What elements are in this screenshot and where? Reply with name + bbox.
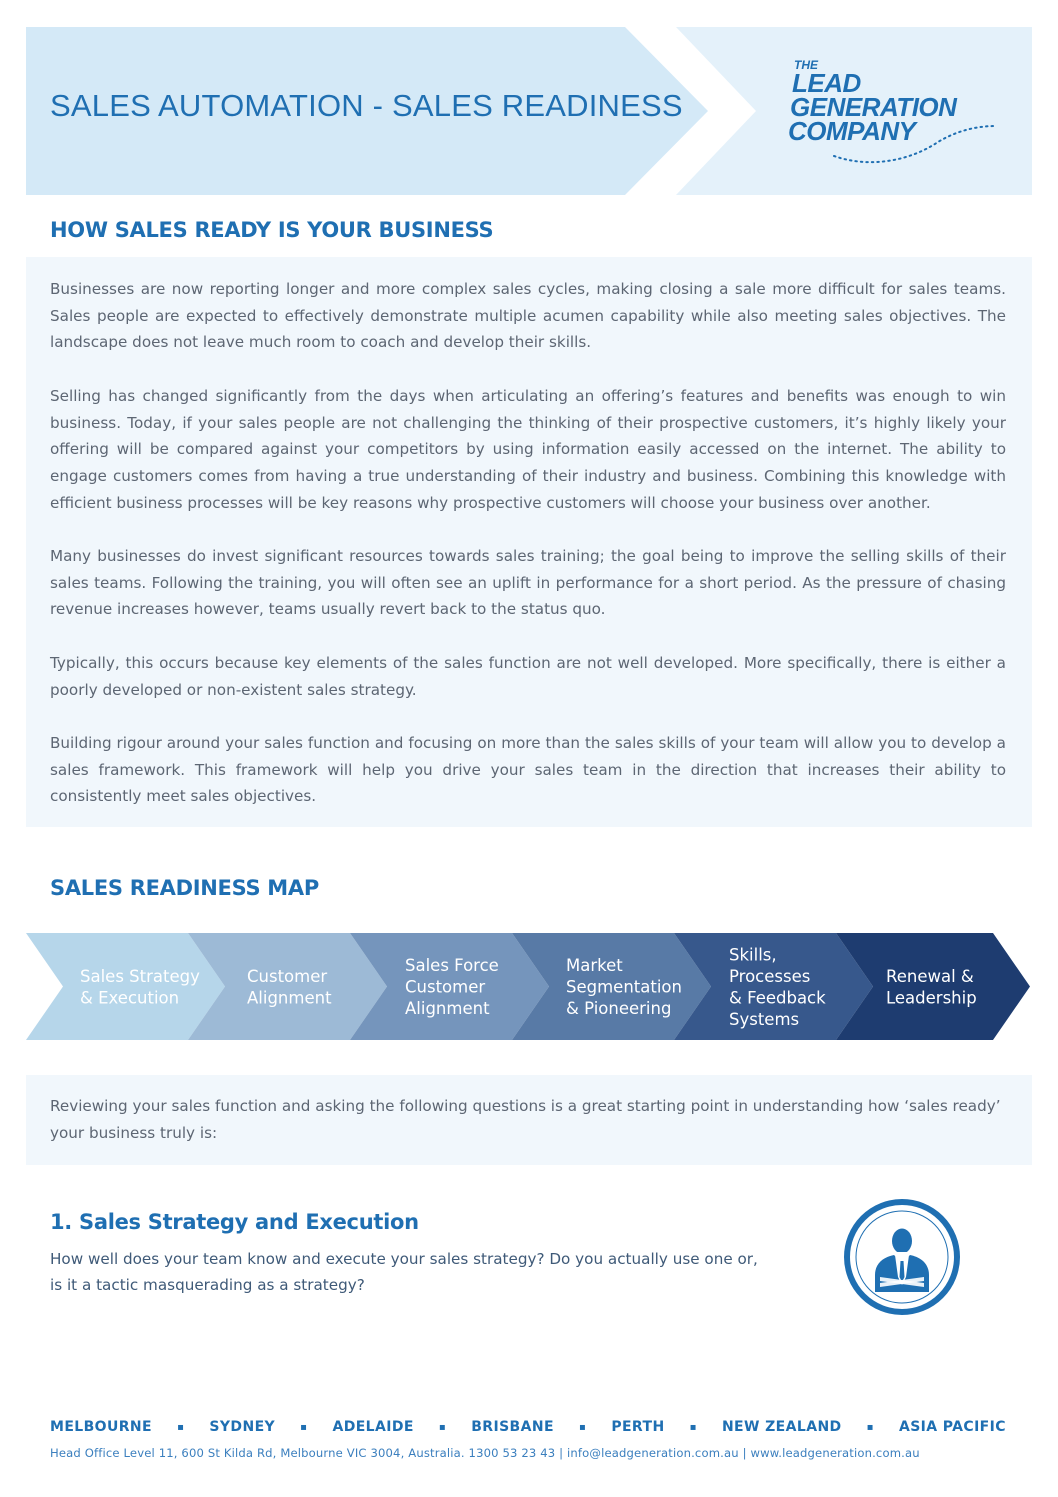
- logo-dotted-swoosh-icon: [828, 120, 998, 168]
- intro-paragraph: Businesses are now reporting longer and more complex sales cycles, making closing a sale more difficult for sales teams. Sales people are expected to effectively demonstrate multiple acumen capability while also meeting sales objectives. The landscape does not leave much room to coach and develop their skills.: [50, 280, 1006, 352]
- logo-the: THE: [794, 58, 818, 72]
- footer-city: ASIA PACIFIC: [898, 1419, 1006, 1435]
- footer-city: SYDNEY: [209, 1419, 276, 1435]
- footer-city: NEW ZEALAND: [721, 1419, 842, 1435]
- businessman-icon: [842, 1197, 962, 1317]
- logo-line-generation: GENERATION: [790, 92, 957, 122]
- map-step-label-line: & Feedback: [729, 988, 826, 1008]
- map-step-label-line: Skills,: [729, 945, 777, 965]
- sales-readiness-map: [0, 920, 1058, 1050]
- footer-city: PERTH: [611, 1419, 665, 1435]
- intro-paragraph: Building rigour around your sales function and focusing on more than the sales skills of your team will allow you to develop a sales framework. This framework will help you drive your sales team in the direction that increases their ability to consistently meet sales objectives.: [50, 733, 1006, 806]
- map-step-label-line: Alignment: [247, 988, 332, 1008]
- footer-separator: ▪: [689, 1421, 697, 1433]
- map-step-label-line: Leadership: [886, 988, 977, 1008]
- footer-city: ADELAIDE: [332, 1419, 414, 1435]
- map-step-label-line: Sales Force: [405, 956, 499, 975]
- footer-separator: ▪: [438, 1421, 447, 1433]
- footer-city: MELBOURNE: [50, 1419, 153, 1435]
- footer-separator: ▪: [579, 1421, 587, 1433]
- map-step-chevron: [26, 933, 225, 1040]
- footer-address: Head Office Level 11, 600 St Kilda Rd, Melbourne VIC 3004, Australia. 1300 53 23 43 | info@leadgeneration.com.au | www.leadgeneration.com.au: [50, 1446, 920, 1460]
- map-step-label-line: Sales Strategy: [80, 966, 200, 986]
- review-text: Reviewing your sales function and asking the following questions is a great starting point in understanding how ‘sales ready’ your business truly is:: [50, 1097, 1001, 1142]
- logo-line-lead: LEAD: [792, 68, 861, 98]
- footer-separator: ▪: [866, 1421, 874, 1433]
- page-title: SALES AUTOMATION - SALES READINESS: [50, 88, 683, 123]
- map-step-label-line: Customer: [247, 966, 328, 986]
- question-1-title: 1. Sales Strategy and Execution: [50, 1210, 419, 1234]
- intro-paragraph: Selling has changed significantly from the days when articulating an offering’s features and benefits was enough to win business. Today, if your sales people are not challenging the thinking of their prospective customers, it’s highly likely your offering will be compared against your competitors by using information easily accessed on the internet. The ability to engage customers comes from having a true understanding of their industry and business. Combining this knowledge with efficient business processes will be key reasons why prospective customers will choose your business over another.: [50, 386, 1006, 512]
- footer-city: BRISBANE: [471, 1419, 554, 1435]
- intro-paragraph: Many businesses do invest significant resources towards sales training; the goal being to improve the selling skills of their sales teams. Following the training, you will often see an uplift in performance for a short period. As the pressure of chasing revenue increases however, teams usually revert back to the status quo.: [50, 547, 1006, 619]
- map-step-label-line: Market: [566, 956, 623, 975]
- section-heading-sales-ready: HOW SALES READY IS YOUR BUSINESS: [50, 218, 494, 242]
- footer-separator: ▪: [300, 1421, 308, 1433]
- section-heading-readiness-map: SALES READINESS MAP: [50, 876, 319, 900]
- map-step-label-line: Renewal &: [886, 966, 974, 986]
- question-1-text: How well does your team know and execute your sales strategy? Do you actually use one or, is it a tactic masquerading as a strategy?: [50, 1250, 758, 1294]
- map-step-label-line: & Pioneering: [566, 999, 672, 1018]
- footer-cities: [50, 1419, 1006, 1435]
- intro-paragraph: Typically, this occurs because key elements of the sales function are not well developed. More specifically, there is either a poorly developed or non-existent sales strategy.: [50, 653, 1006, 699]
- map-step-label-line: Systems: [729, 1009, 800, 1029]
- logo-line-company: COMPANY: [788, 116, 916, 146]
- map-step-label: [405, 956, 499, 1018]
- intro-text: [50, 276, 1006, 837]
- map-step-label-line: Segmentation: [566, 977, 682, 997]
- company-logo: [788, 58, 998, 168]
- map-step-label-line: & Execution: [80, 988, 180, 1008]
- map-step-label-line: Customer: [405, 977, 486, 997]
- map-step-label-line: Processes: [729, 966, 811, 986]
- footer-separator: ▪: [177, 1421, 185, 1433]
- map-step-label-line: Alignment: [405, 999, 490, 1018]
